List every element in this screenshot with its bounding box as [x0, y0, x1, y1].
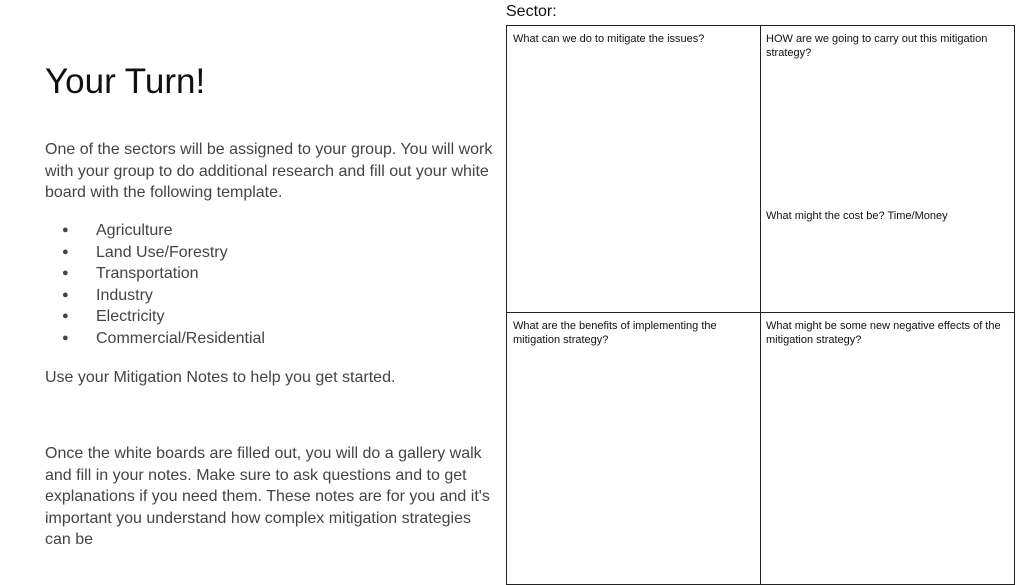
slide-title: Your Turn!: [45, 62, 206, 101]
list-item: [45, 263, 265, 285]
bullet-icon: ●: [62, 331, 69, 344]
sector-electricity: Electricity: [96, 308, 165, 325]
question-cost: What might the cost be? Time/Money: [766, 210, 948, 222]
question-what-to-do: What can we do to mitigate the issues?: [513, 33, 705, 45]
sector-agriculture: Agriculture: [96, 222, 173, 239]
sector-commercial-residential: Commercial/Residential: [96, 329, 265, 347]
notes-hint: Use your Mitigation Notes to help you get started.: [45, 369, 396, 386]
bullet-icon: ●: [62, 310, 69, 322]
intro-paragraph: One of the sectors will be assigned to your group. You will work with your group to do additional research and fill out your white board with the following template.: [45, 141, 493, 201]
bullet-icon: ●: [62, 245, 69, 258]
grid-divider-vertical: [760, 26, 761, 584]
sector-transportation: Transportation: [96, 265, 199, 282]
question-benefits: What are the benefits of implementing the mitigation strategy?: [513, 320, 717, 346]
list-item: [45, 220, 265, 242]
bullet-icon: ●: [62, 224, 69, 236]
question-how-to-carry-out: HOW are we going to carry out this mitigation strategy?: [766, 33, 988, 59]
list-item: [45, 285, 265, 307]
sector-list: [45, 220, 265, 349]
outro-paragraph: Once the white boards are filled out, you will do a gallery walk and fill in your notes. Make sure to ask questions and to get explanations if you need them. These notes are for you and it's important you understand how complex mitigation strategies can be: [45, 445, 490, 548]
sector-label: Sector:: [506, 3, 557, 20]
list-item: [45, 242, 265, 264]
question-negative-effects: What might be some new negative effects of the mitigation strategy?: [766, 320, 1001, 346]
bullet-icon: ●: [62, 267, 69, 279]
sector-industry: Industry: [96, 286, 153, 304]
sector-land-use-forestry: Land Use/Forestry: [96, 243, 228, 261]
bullet-icon: ●: [62, 288, 69, 301]
list-item: [45, 306, 265, 328]
whiteboard-template: [506, 25, 1015, 585]
grid-divider-horizontal: [507, 312, 1014, 313]
list-item: [45, 328, 265, 350]
